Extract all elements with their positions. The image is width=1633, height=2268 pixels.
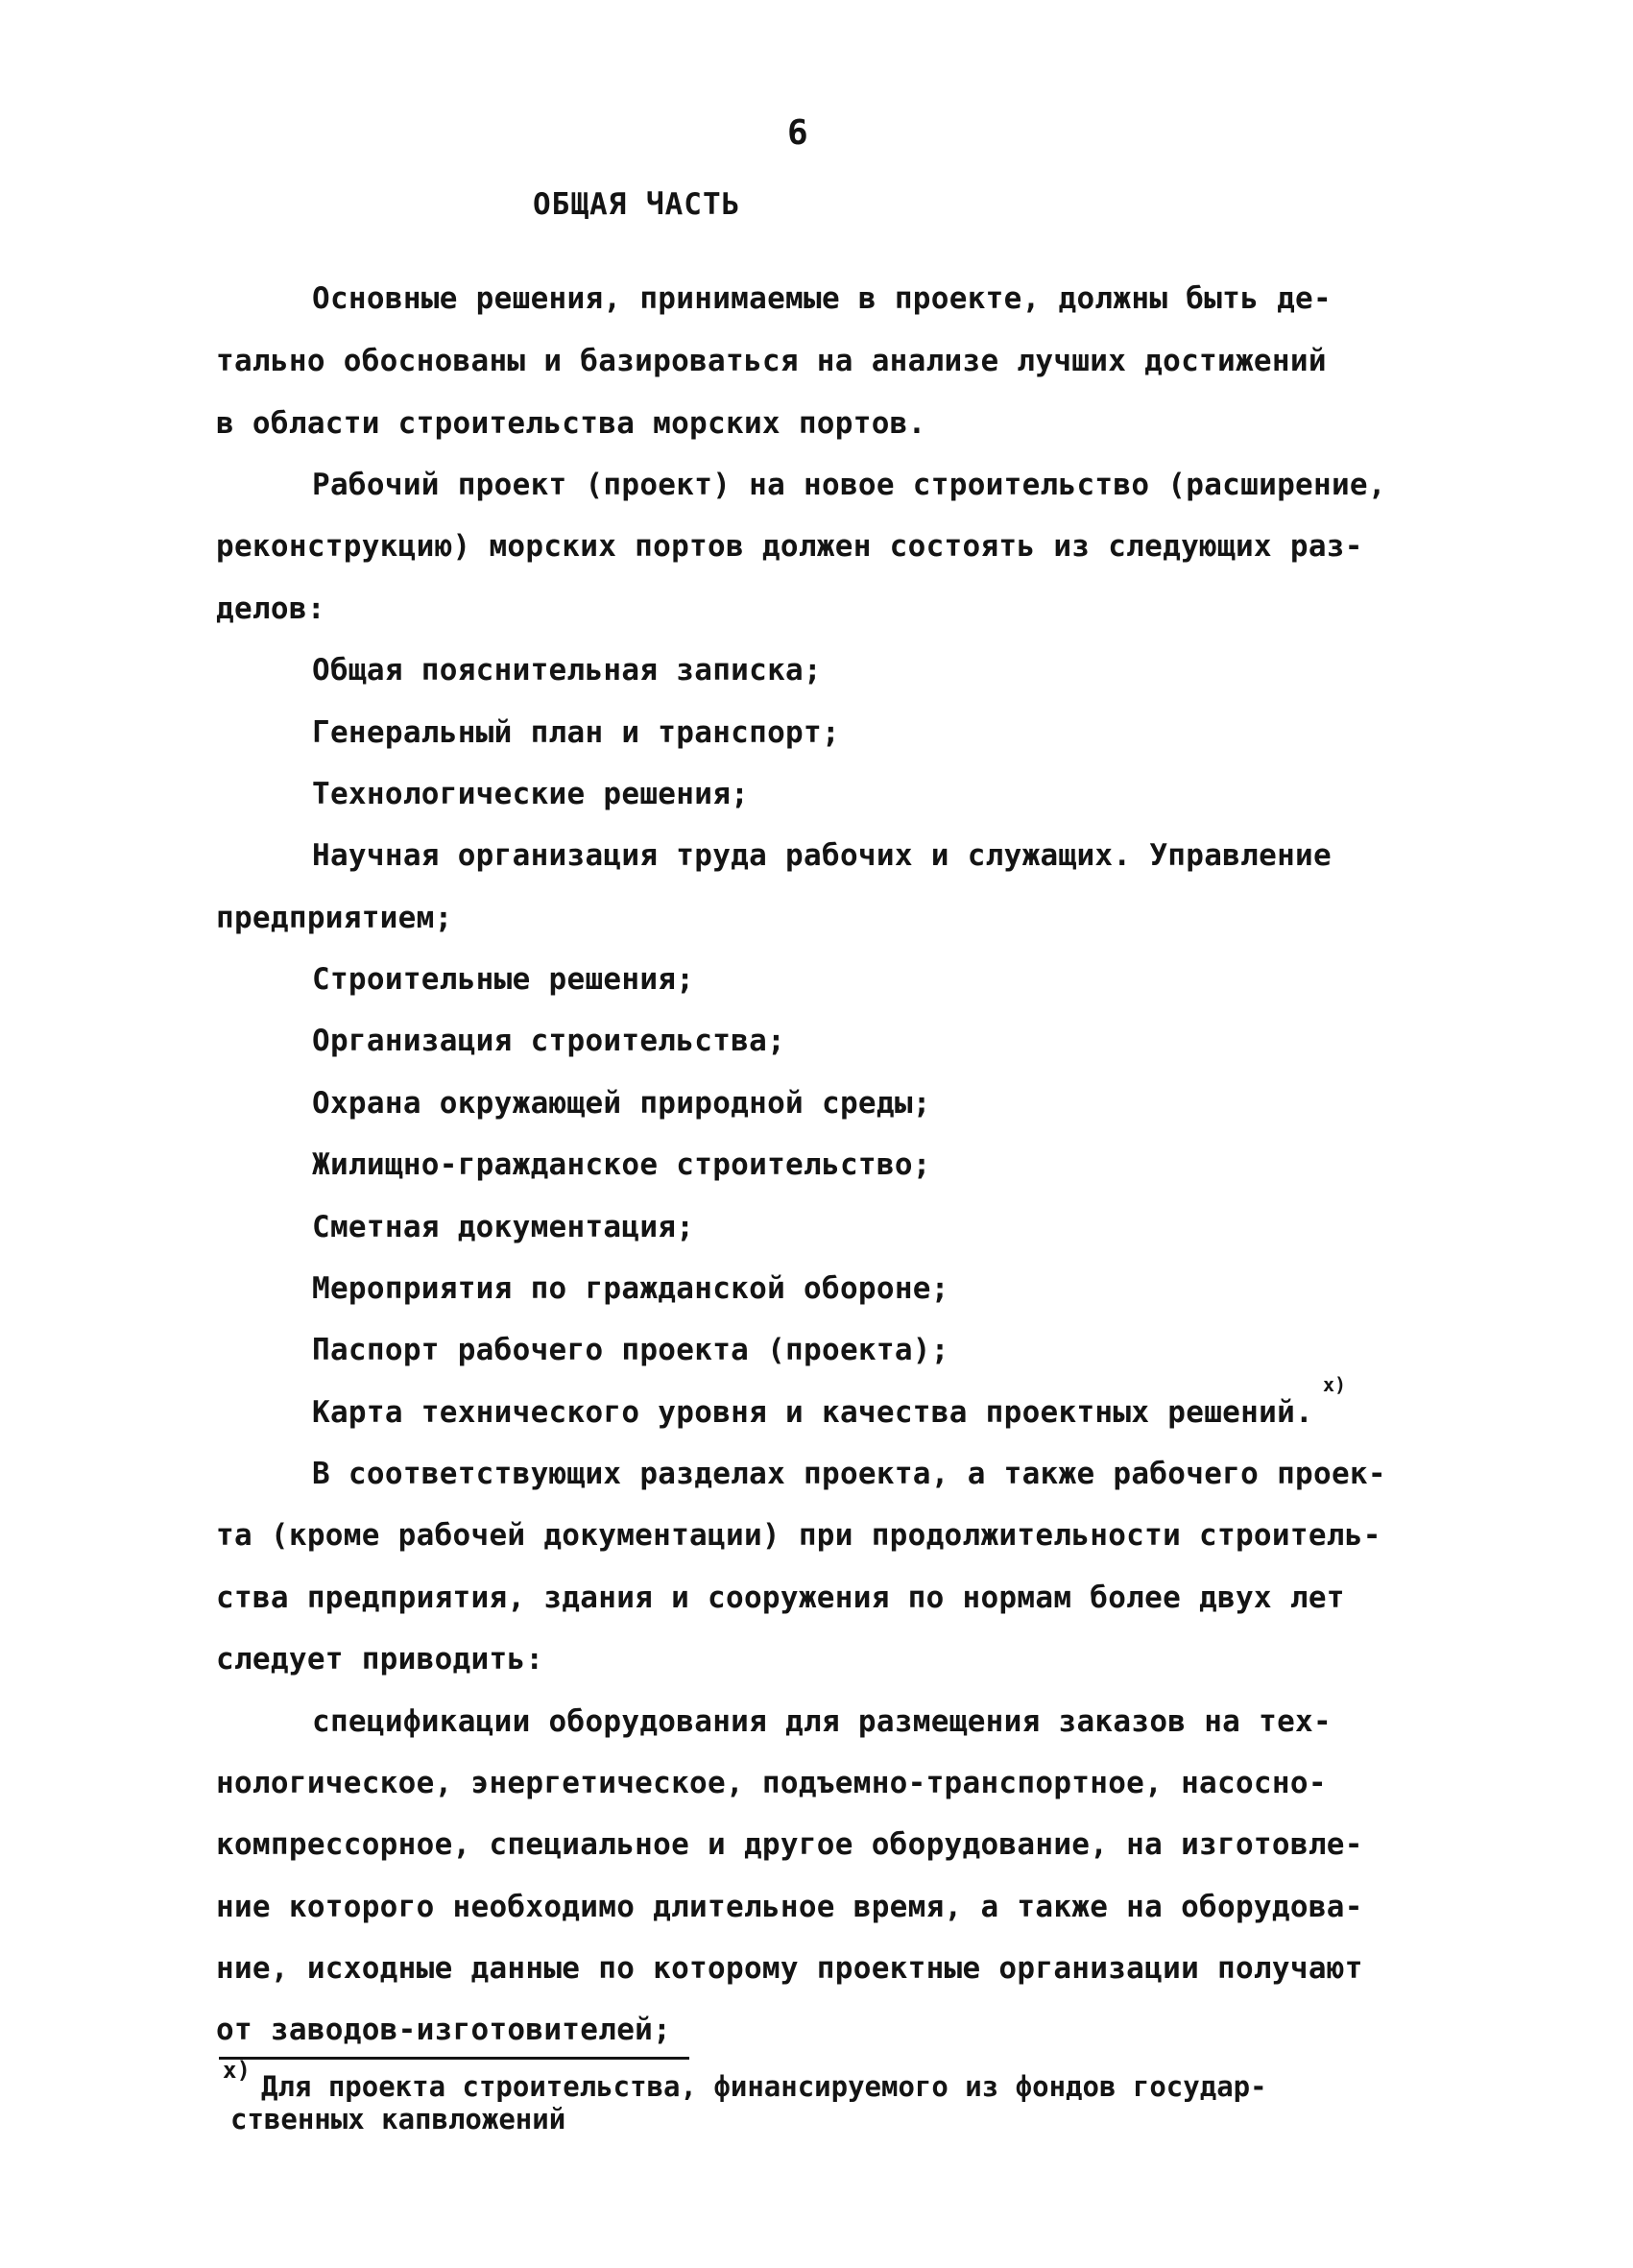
section-list-item: Сметная документация; [312, 1210, 695, 1244]
paragraph-line: нологическое, энергетическое, подъемно-транспортное, насосно- [216, 1766, 1327, 1800]
paragraph-line: от заводов-изготовителей; [216, 2013, 672, 2047]
section-list-item: Карта технического уровня и качества проектных решений. [312, 1395, 1313, 1430]
section-list-item: Паспорт рабочего проекта (проекта); [312, 1333, 949, 1367]
footnote-line: ственных капвложений [230, 2103, 566, 2135]
footnote-separator [219, 2057, 689, 2060]
paragraph-line: та (кроме рабочей документации) при продолжительности строитель- [216, 1518, 1381, 1553]
section-list-item: Технологические решения; [312, 777, 750, 811]
page-number: 6 [787, 113, 808, 153]
paragraph-line: ние которого необходимо длительное время, а также на оборудова- [216, 1890, 1363, 1924]
paragraph-line: следует приводить: [216, 1642, 544, 1677]
paragraph-line: ние, исходные данные по которому проектные организации получают [216, 1951, 1363, 1986]
section-list-item: Научная организация труда рабочих и служащих. Управление [312, 838, 1332, 873]
section-list-item: Общая пояснительная записка; [312, 653, 822, 688]
paragraph-line: реконструкцию) морских портов должен состоять из следующих раз- [216, 529, 1363, 564]
section-list-item: Генеральный план и транспорт; [312, 715, 840, 750]
section-list-item: предприятием; [216, 901, 453, 935]
footnote-marker: х) [223, 2057, 251, 2084]
section-list-item: Жилищно-гражданское строительство; [312, 1147, 931, 1182]
paragraph-line: компрессорное, специальное и другое оборудование, на изготовле- [216, 1827, 1363, 1862]
paragraph-line: В соответствующих разделах проекта, а также рабочего проек- [312, 1457, 1386, 1491]
footnote-reference: х) [1323, 1373, 1347, 1396]
section-list-item: Мероприятия по гражданской обороне; [312, 1271, 949, 1306]
section-list-item: Строительные решения; [312, 962, 695, 997]
paragraph-line: делов: [216, 591, 325, 626]
paragraph-line: ства предприятия, здания и сооружения по нормам более двух лет [216, 1580, 1345, 1615]
paragraph-line: Основные решения, принимаемые в проекте, должны быть де- [312, 281, 1332, 316]
section-heading: ОБЩАЯ ЧАСТЬ [533, 187, 741, 222]
section-list-item: Охрана окружающей природной среды; [312, 1086, 931, 1121]
paragraph-line: спецификации оборудования для размещения заказов на тех- [312, 1704, 1332, 1739]
paragraph-line: Рабочий проект (проект) на новое строительство (расширение, [312, 468, 1386, 502]
paragraph-line: тально обоснованы и базироваться на анализе лучших достижений [216, 344, 1327, 378]
paragraph-line: в области строительства морских портов. [216, 406, 926, 441]
footnote-line: Для проекта строительства, финансируемого из фондов государ- [261, 2070, 1267, 2103]
section-list-item: Организация строительства; [312, 1024, 786, 1058]
